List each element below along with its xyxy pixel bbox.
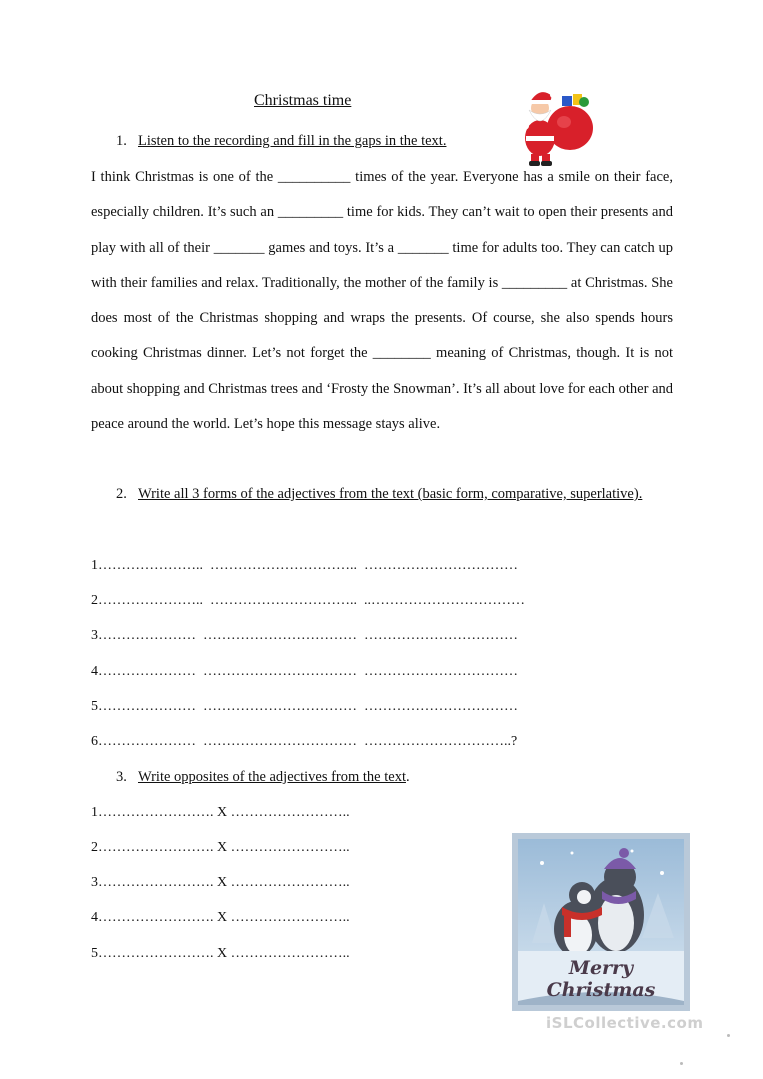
task-2-answer-line: 5………………… …………………………… …………………………… (91, 699, 518, 714)
santa-clipart (510, 86, 600, 168)
task-3-number: 3. (116, 769, 127, 785)
task-3-heading (116, 769, 410, 786)
site-watermark: iSLCollective.com (546, 1014, 704, 1032)
task-2-answer-line: 2………………….. ………………………….. ..…………………………… (91, 593, 525, 608)
task-2-answer-line: 4………………… …………………………… …………………………… (91, 664, 518, 679)
christmas-card-image (512, 833, 690, 1011)
task-3-answer-line: 3……………………. X …………………….. (91, 875, 350, 890)
task-3-instruction: Write opposites of the adjectives from the text (138, 769, 406, 785)
task-3-answer-line: 2……………………. X …………………….. (91, 840, 350, 855)
task-2-number: 2. (116, 486, 127, 502)
gap-fill-paragraph: I think Christmas is one of the __________ times of the year. Everyone has a smile on their face, especially children. It’s such an _________ time for kids. They can’t wait to open their presents and play with all of their _______ games and toys. It’s a _______ time for adults too. They can catch up with their families and relax. Traditionally, the mother of the family is _________ at Christmas. She does most of the Christmas shopping and wraps the presents. Of course, she also spends hours cooking Christmas dinner. Let’s not forget the ________ meaning of Christmas, though. It is not about shopping and Christmas trees and ‘Frosty the Snowman’. It’s all about love for each other and peace around the world. Let’s hope this message stays alive. (91, 169, 673, 433)
task-3-period: . (406, 769, 410, 785)
task-3-answer-line: 5……………………. X …………………….. (91, 946, 350, 961)
task-2-answer-line: 6………………… …………………………… …………………………..? (91, 734, 518, 749)
task-1-number: 1. (116, 133, 127, 149)
decorative-dot (680, 1062, 683, 1065)
task-2-answer-line: 1………………….. ………………………….. …………………………… (91, 558, 518, 573)
task-2-heading (116, 477, 673, 512)
task-1-heading (116, 133, 446, 150)
worksheet-title: Christmas time (254, 92, 352, 109)
decorative-dot (727, 1034, 730, 1037)
task-3-answer-line: 4……………………. X …………………….. (91, 910, 350, 925)
task-2-instruction: Write all 3 forms of the adjectives from the text (basic form, comparative, superlative). (138, 486, 643, 502)
card-greeting-text: Merry Christmas (546, 957, 656, 1001)
task-1-instruction: Listen to the recording and fill in the gaps in the text. (138, 133, 447, 149)
task-3-answer-line: 1……………………. X …………………….. (91, 805, 350, 820)
task-2-answer-line: 3………………… …………………………… …………………………… (91, 628, 518, 643)
